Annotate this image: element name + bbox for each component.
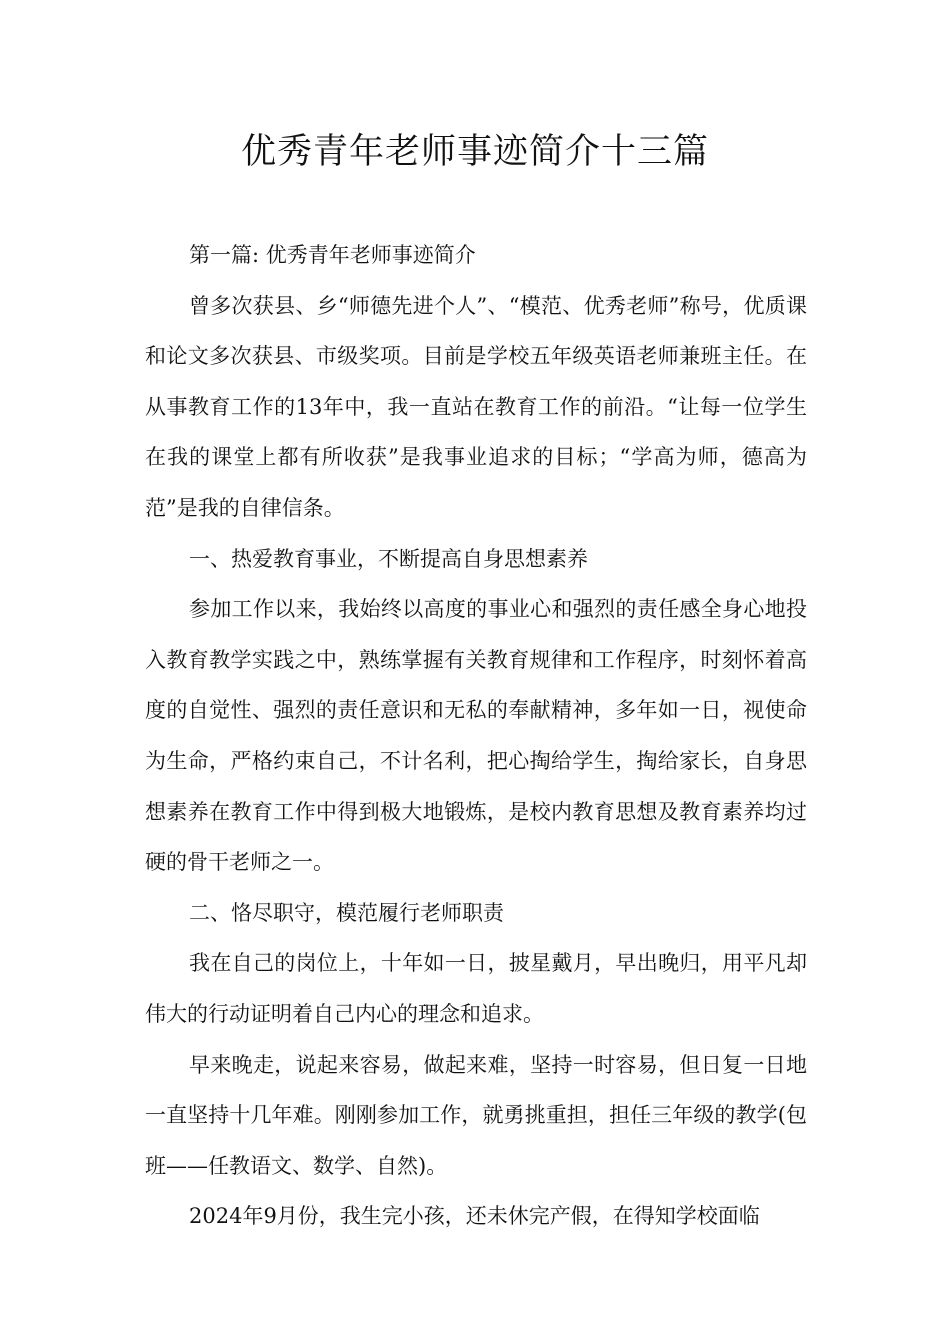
- body-paragraph: 我在自己的岗位上，十年如一日，披星戴月，早出晚归，用平凡却伟大的行动证明着自己内心的理念和追求。: [145, 951, 807, 1026]
- body-paragraph: 早来晚走，说起来容易，做起来难，坚持一时容易，但日复一日地一直坚持十几年难。刚刚参加工作，就勇挑重担，担任三年级的教学(包班——任教语文、数学、自然)。: [145, 1052, 807, 1178]
- body-paragraph: 2024年9月份，我生完小孩，还未休完产假，在得知学校面临: [189, 1204, 760, 1229]
- section-heading: 一、热爱教育事业，不断提高自身思想素养: [189, 546, 588, 571]
- section-heading: 二、恪尽职守，模范履行老师职责: [189, 900, 504, 925]
- body-paragraph: 参加工作以来，我始终以高度的事业心和强烈的责任感全身心地投入教育教学实践之中，熟练掌握有关教育规律和工作程序，时刻怀着高度的自觉性、强烈的责任意识和无私的奉献精神，多年如一日，视使命为生命，严格约束自己，不计名利，把心掏给学生，掏给家长，自身思想素养在教育工作中得到极大地锻炼，是校内教育思想及教育素养均过硬的骨干老师之一。: [145, 597, 807, 875]
- body-paragraph: 曾多次获县、乡“师德先进个人”、“模范、优秀老师”称号，优质课和论文多次获县、市级奖项。目前是学校五年级英语老师兼班主任。在从事教育工作的13年中，我一直站在教育工作的前沿。“让每一位学生在我的课堂上都有所收获”是我事业追求的目标；“学高为师，德高为范”是我的自律信条。: [145, 293, 807, 520]
- document-title: 优秀青年老师事迹简介十三篇: [240, 132, 709, 172]
- document-body: [145, 230, 807, 1242]
- section-heading: 第一篇: 优秀青年老师事迹简介: [189, 243, 476, 267]
